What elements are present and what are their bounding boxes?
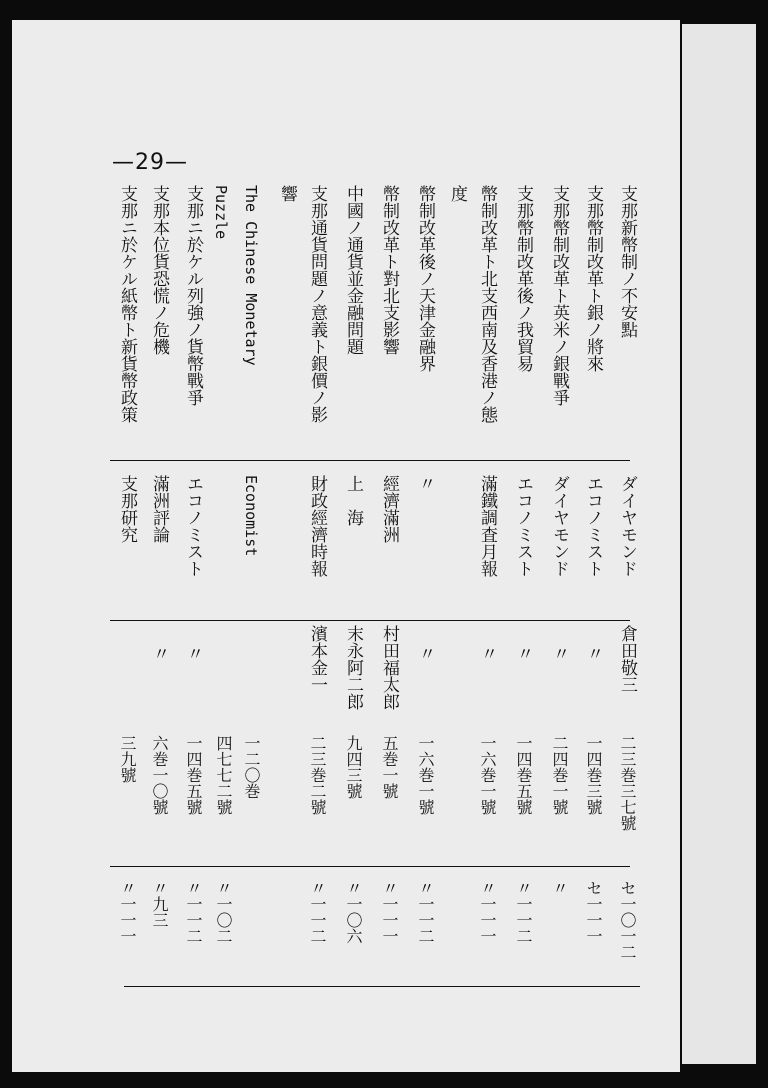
entry-issue: 一四巻五號 <box>514 735 533 815</box>
entry-title: 中國ノ通貨並金融問題 <box>343 185 363 355</box>
entry-title: The Chinese Monetary <box>242 185 260 366</box>
entry-reference: 〃一一二 <box>184 880 203 944</box>
entry-title-continuation: 度 <box>447 185 467 202</box>
bibliography-entry <box>447 185 502 985</box>
entry-journal: エコノミスト <box>583 475 603 577</box>
entry-reference: 〃一〇六 <box>344 880 363 944</box>
entry-title: 支那ニ於ケル列強ノ貨幣戰爭 <box>183 185 203 406</box>
bibliography-entry <box>208 185 238 985</box>
entry-journal: 財政經濟時報 <box>307 475 327 577</box>
entry-reference: 〃九三 <box>150 880 169 928</box>
entry-issue: 一六巻一號 <box>416 735 435 815</box>
entry-issue: 一四巻三號 <box>584 735 603 815</box>
entry-author: 濱本金一 <box>307 625 327 693</box>
entry-title-continuation: 響 <box>277 185 297 202</box>
entry-author: 〃 <box>513 645 533 662</box>
entry-title: 幣制改革ト北支西南及香港ノ態 <box>477 185 497 423</box>
entry-author: 末永阿二郎 <box>343 625 363 710</box>
entry-journal: 經濟滿洲 <box>379 475 399 543</box>
bibliography-entry <box>338 185 368 985</box>
bibliography-entry <box>144 185 174 985</box>
entry-journal: 滿鐵調査月報 <box>477 475 497 577</box>
entry-issue: 四七七二號 <box>214 735 233 815</box>
entry-title: 支那ニ於ケル紙幣ト新貨幣政策 <box>117 185 137 423</box>
entry-issue: 二三巻二號 <box>308 735 327 815</box>
bibliography-entry <box>578 185 608 985</box>
entry-issue: 二四巻一號 <box>550 735 569 815</box>
entry-reference: 〃一一一 <box>478 880 497 944</box>
bibliography-entry <box>544 185 574 985</box>
entry-journal: 〃 <box>415 475 435 492</box>
entry-reference: 〃一一二 <box>416 880 435 944</box>
entry-reference: 〃一一二 <box>308 880 327 944</box>
entry-journal: 上 海 <box>343 475 363 526</box>
entry-title-continuation: Puzzle <box>212 185 230 240</box>
entry-title: 支那通貨問題ノ意義ト銀價ノ影 <box>307 185 327 423</box>
entry-author: 〃 <box>415 645 435 662</box>
entry-title: 支那幣制改革ト英米ノ銀戰爭 <box>549 185 569 406</box>
entry-reference: 〃一〇二 <box>214 880 233 944</box>
entry-journal: ダイヤモンド <box>617 475 637 577</box>
entry-issue: 六巻一〇號 <box>150 735 169 815</box>
adjacent-page-edge <box>682 24 756 1064</box>
entry-reference: 〃一一一 <box>118 880 137 944</box>
entry-reference: 〃 <box>550 880 569 896</box>
entry-title: 支那幣制改革後ノ我貿易 <box>513 185 533 372</box>
entry-journal: Economist <box>242 475 260 557</box>
bibliography-entry <box>612 185 642 985</box>
entry-reference: セ一一一 <box>584 880 603 944</box>
page-number: —29— <box>112 150 188 175</box>
entry-journal: エコノミスト <box>513 475 533 577</box>
entry-author: 村田福太郎 <box>379 625 399 710</box>
entry-author: 倉田敬三 <box>617 625 637 693</box>
bibliography-entry <box>508 185 538 985</box>
bibliography-entry <box>112 185 142 985</box>
entry-journal: ダイヤモンド <box>549 475 569 577</box>
entry-reference: 〃一一一 <box>380 880 399 944</box>
bibliography-entry <box>374 185 404 985</box>
entry-journal: 滿洲評論 <box>149 475 169 543</box>
entry-author: 〃 <box>549 645 569 662</box>
entry-title: 支那幣制改革ト銀ノ將來 <box>583 185 603 372</box>
entry-author: 〃 <box>149 645 169 662</box>
bibliography-entry <box>178 185 208 985</box>
entry-author: 〃 <box>477 645 497 662</box>
entry-title: 支那本位貨恐慌ノ危機 <box>149 185 169 355</box>
bibliography-entry <box>410 185 440 985</box>
entry-title: 支那新幣制ノ不安點 <box>617 185 637 338</box>
entry-issue: 九四三號 <box>344 735 363 799</box>
entry-author: 〃 <box>183 645 203 662</box>
bibliography-entry <box>277 185 332 985</box>
entry-issue: 二三巻三七號 <box>618 735 637 831</box>
entry-journal: 支那研究 <box>117 475 137 543</box>
bottom-rule <box>124 986 640 987</box>
entry-author: 〃 <box>583 645 603 662</box>
entry-issue: 五巻一號 <box>380 735 399 799</box>
entry-reference: セ一〇一二 <box>618 880 637 960</box>
entry-title: 幣制改革ト對北支影響 <box>379 185 399 355</box>
entry-reference: 〃一一二 <box>514 880 533 944</box>
entry-issue: 三九號 <box>118 735 137 783</box>
entry-issue: 一二〇巻 <box>242 735 261 799</box>
entry-issue: 一六巻一號 <box>478 735 497 815</box>
entry-issue: 一四巻五號 <box>184 735 203 815</box>
entry-title: 幣制改革後ノ天津金融界 <box>415 185 435 372</box>
entry-journal: エコノミスト <box>183 475 203 577</box>
